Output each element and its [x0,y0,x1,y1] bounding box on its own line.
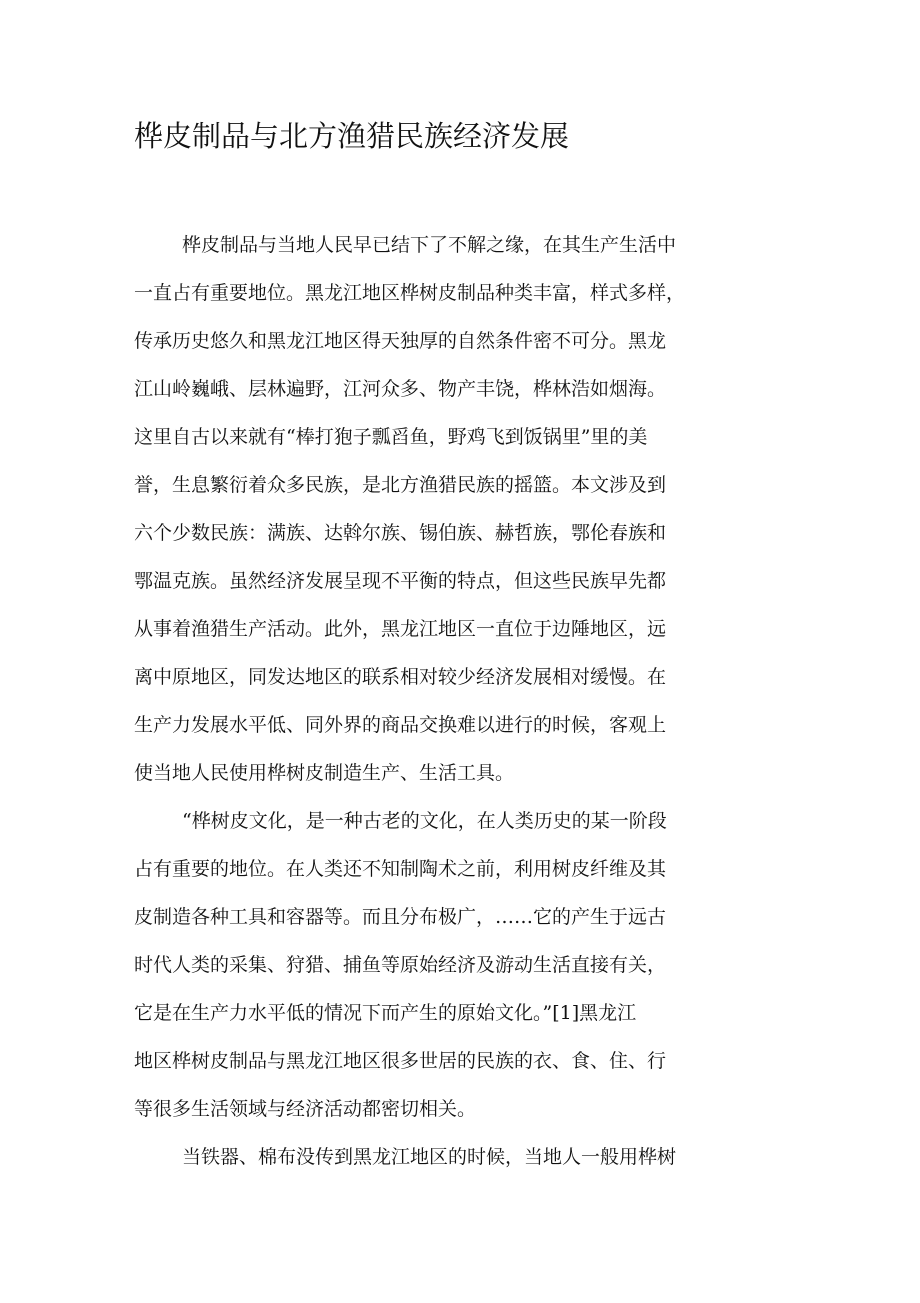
paragraph-2-line-4: 时代人类的采集、狩猎、捕鱼等原始经济及游动生活直接有关， [134,954,667,976]
paragraph-2-line-6: 地区桦树皮制品与黑龙江地区很多世居的民族的衣、食、住、行 [134,1050,667,1072]
paragraph-2-line-2: 占有重要的地位。在人类还不知制陶术之前，利用树皮纤维及其 [134,858,667,880]
document-title: 桦皮制品与北方渔猎民族经济发展 [134,119,570,153]
paragraph-2-line-5: 它是在生产力水平低的情况下而产生的原始文化。”[1]黑龙江 [134,1002,637,1024]
paragraph-1-line-12: 使当地人民使用桦树皮制造生产、生活工具。 [134,762,515,784]
paragraph-2-line-3: 皮制造各种工具和容器等。而且分布极广，……它的产生于远古 [134,906,667,928]
document-body [134,221,694,1181]
paragraph-1-line-11: 生产力发展水平低、同外界的商品交换难以进行的时候，客观上 [134,714,667,736]
paragraph-1-line-6: 誉，生息繁衍着众多民族，是北方渔猎民族的摇篮。本文涉及到 [134,474,667,496]
paragraph-2-line-7: 等很多生活领域与经济活动都密切相关。 [134,1098,477,1120]
paragraph-3-line-1: 当铁器、棉布没传到黑龙江地区的时候，当地人一般用桦树 [182,1146,677,1168]
paragraph-1-line-2: 一直占有重要地位。黑龙江地区桦树皮制品种类丰富，样式多样， [134,282,686,304]
paragraph-1-line-8: 鄂温克族。虽然经济发展呈现不平衡的特点，但这些民族早先都 [134,570,667,592]
paragraph-1-line-3: 传承历史悠久和黑龙江地区得天独厚的自然条件密不可分。黑龙 [134,330,667,352]
paragraph-1-line-5: 这里自古以来就有“棒打狍子瓢舀鱼，野鸡飞到饭锅里”里的美 [134,426,648,448]
paragraph-2-line-1: “桦树皮文化，是一种古老的文化，在人类历史的某一阶段 [182,810,667,832]
paragraph-1-line-4: 江山岭巍峨、层林遍野，江河众多、物产丰饶，桦林浩如烟海。 [134,378,667,400]
paragraph-1-line-9: 从事着渔猎生产活动。此外，黑龙江地区一直位于边陲地区，远 [134,618,667,640]
paragraph-1-line-7: 六个少数民族：满族、达斡尔族、锡伯族、赫哲族，鄂伦春族和 [134,522,667,544]
paragraph-1-line-10: 离中原地区，同发达地区的联系相对较少经济发展相对缓慢。在 [134,666,667,688]
paragraph-1-line-1: 桦皮制品与当地人民早已结下了不解之缘，在其生产生活中 [182,234,677,256]
